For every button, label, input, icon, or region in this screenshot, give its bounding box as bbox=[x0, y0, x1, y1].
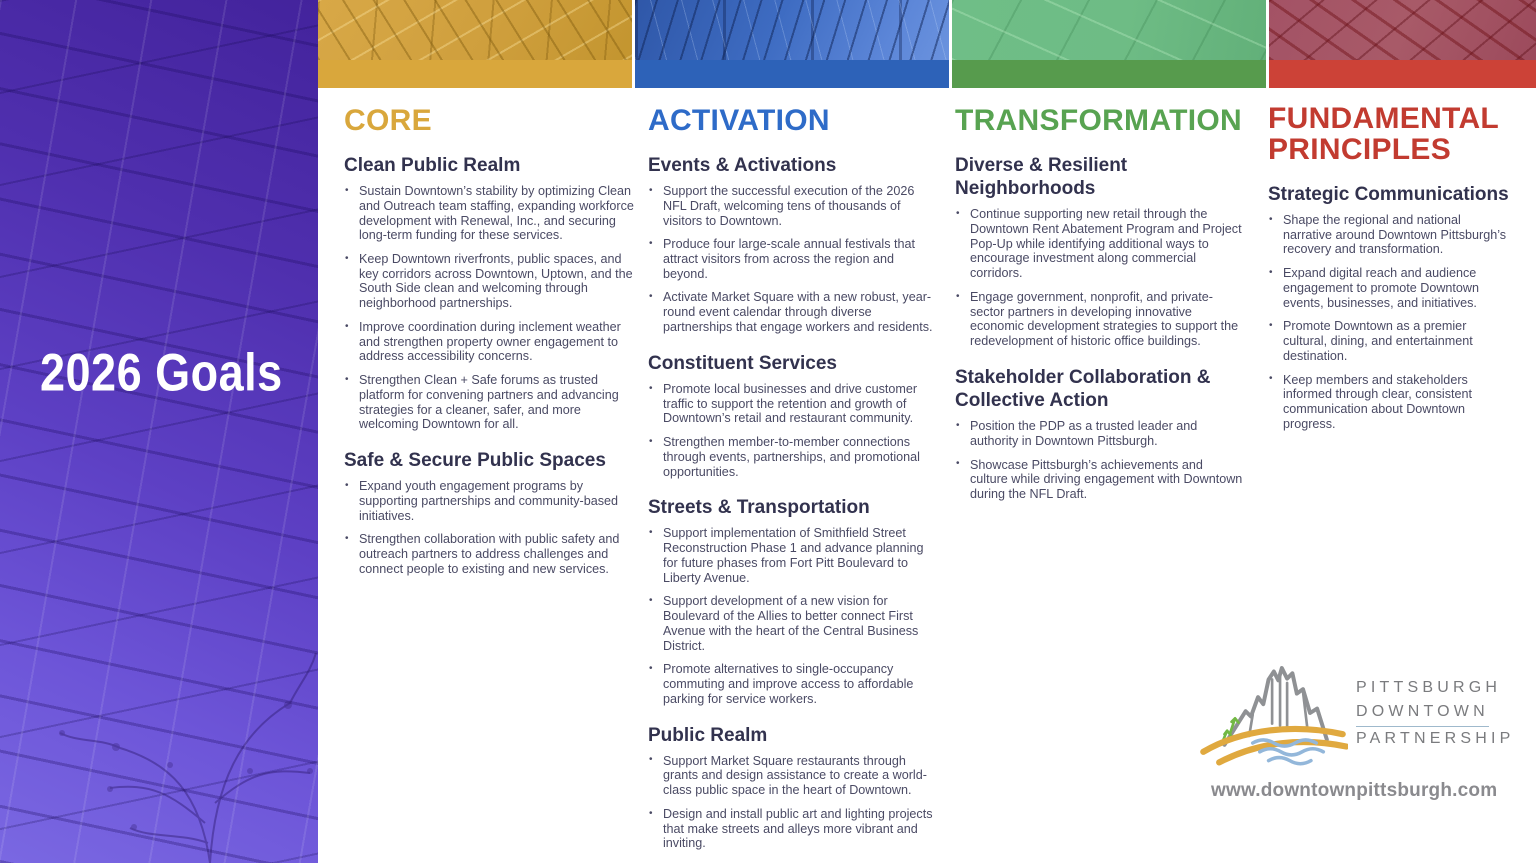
section bbox=[648, 154, 941, 335]
pdp-logo-mountain-icon bbox=[1198, 656, 1348, 770]
column-core bbox=[344, 106, 635, 586]
bullet-list bbox=[344, 479, 635, 576]
section bbox=[955, 154, 1244, 349]
column-title-transformation: TRANSFORMATION bbox=[955, 104, 1242, 137]
bullet-item: • Strengthen collaboration with public safety and outreach partners to address challenges and connect people to existing and new services. bbox=[344, 532, 635, 576]
section bbox=[1268, 183, 1510, 432]
bullet-item: • Produce four large-scale annual festivals that attract visitors from across the region and beyond. bbox=[648, 237, 941, 281]
column-title-principles: FUNDAMENTAL PRINCIPLES bbox=[1268, 102, 1499, 166]
bullet-list bbox=[648, 754, 941, 851]
section-heading: Diverse & Resilient Neighborhoods bbox=[955, 154, 1128, 200]
section-heading: Events & Activations bbox=[648, 154, 837, 176]
bullet-item: • Improve coordination during inclement weather and strengthen property owner engagement to address accessibility concerns. bbox=[344, 320, 635, 364]
section bbox=[344, 449, 635, 577]
section bbox=[955, 366, 1244, 502]
page-title: 2026 Goals bbox=[40, 342, 283, 403]
bullet-list bbox=[955, 207, 1244, 349]
column-principles bbox=[1268, 104, 1510, 441]
logo-line-pittsburgh: PITTSBURGH bbox=[1356, 678, 1502, 696]
bullet-item: • Shape the regional and national narrative around Downtown Pittsburgh’s recovery and transformation. bbox=[1268, 213, 1510, 257]
website-url: www.downtownpittsburgh.com bbox=[1211, 780, 1498, 801]
bullet-item: • Continue supporting new retail through the Downtown Rent Abatement Program and Project Pop-Up while identifying additional ways to encourage investment along commercial corridors. bbox=[955, 207, 1244, 281]
section bbox=[648, 724, 941, 852]
bullet-item: • Expand youth engagement programs by supporting partnerships and community-based initiatives. bbox=[344, 479, 635, 523]
section bbox=[648, 352, 941, 480]
section bbox=[648, 496, 941, 706]
bullet-list bbox=[1268, 213, 1510, 432]
bullet-list bbox=[344, 184, 635, 432]
section-heading: Safe & Secure Public Spaces bbox=[344, 450, 606, 472]
activation-color-bar bbox=[635, 60, 949, 88]
header-cell-activation bbox=[635, 0, 949, 88]
column-transformation bbox=[955, 106, 1244, 511]
bullet-item: • Design and install public art and lighting projects that make streets and alleys more vibrant and inviting. bbox=[648, 807, 941, 851]
bullet-item: • Strengthen Clean + Safe forums as trusted platform for convening partners and advancing strategies for a cleaner, safer, and more welcoming Downtown for all. bbox=[344, 373, 635, 432]
bullet-list bbox=[648, 526, 941, 706]
logo-line-partnership: PARTNERSHIP bbox=[1356, 729, 1515, 747]
section-heading: Streets & Transportation bbox=[648, 497, 870, 519]
header-cell-core bbox=[318, 0, 632, 88]
bullet-item: • Showcase Pittsburgh’s achievements and culture while driving engagement with Downtown during the NFL Draft. bbox=[955, 458, 1244, 502]
bullet-item: • Support implementation of Smithfield Street Reconstruction Phase 1 and advance planning for future phases from Fort Pitt Boulevard to Liberty Avenue. bbox=[648, 526, 941, 585]
bullet-item: • Expand digital reach and audience engagement to promote Downtown events, businesses, and initiatives. bbox=[1268, 266, 1510, 310]
bullet-list bbox=[648, 184, 941, 335]
bullet-item: • Promote Downtown as a premier cultural, dining, and entertainment destination. bbox=[1268, 319, 1510, 363]
bullet-item: • Keep Downtown riverfronts, public spaces, and key corridors across Downtown, Uptown, and the South Side clean and welcoming through neighborhood partnerships. bbox=[344, 252, 635, 311]
section bbox=[344, 154, 635, 432]
column-title-activation: ACTIVATION bbox=[648, 104, 830, 137]
bullet-item: • Promote local businesses and drive customer traffic to support the retention and growth of Downtown’s retail and restaurant community. bbox=[648, 382, 941, 426]
bullet-item: • Engage government, nonprofit, and private-sector partners in developing innovative economic development strategies to support the redevelopment of historic office buildings. bbox=[955, 290, 1244, 349]
bullet-item: • Activate Market Square with a new robust, year-round event calendar through diverse partnerships that engage workers and residents. bbox=[648, 290, 941, 334]
bullet-item: • Support the successful execution of the 2026 NFL Draft, welcoming tens of thousands of visitors to Downtown. bbox=[648, 184, 941, 228]
section-heading: Public Realm bbox=[648, 724, 768, 746]
bullet-item: • Promote alternatives to single-occupancy commuting and improve access to affordable parking for service workers. bbox=[648, 662, 941, 706]
pdp-logo bbox=[1198, 656, 1515, 770]
principles-photo bbox=[1269, 0, 1536, 60]
pdp-logo-wordmark bbox=[1356, 676, 1515, 751]
principles-color-bar bbox=[1269, 60, 1536, 88]
bullet-list bbox=[648, 382, 941, 479]
bullet-item: • Support Market Square restaurants through grants and design assistance to create a world-class public space in the heart of Downtown. bbox=[648, 754, 941, 798]
bullet-item: • Support development of a new vision for Boulevard of the Allies to better connect First Avenue with the heart of the Central Business District. bbox=[648, 594, 941, 653]
bullet-item: • Position the PDP as a trusted leader and authority in Downtown Pittsburgh. bbox=[955, 419, 1244, 448]
section-heading: Stakeholder Collaboration & Collective Action bbox=[955, 366, 1211, 412]
column-activation bbox=[648, 106, 941, 860]
activation-photo bbox=[635, 0, 949, 60]
transformation-color-bar bbox=[952, 60, 1266, 88]
header-cell-principles bbox=[1269, 0, 1536, 88]
header-cell-transformation bbox=[952, 0, 1266, 88]
sidebar-photo-panel bbox=[0, 0, 318, 863]
logo-line-downtown: DOWNTOWN bbox=[1356, 700, 1489, 727]
section-heading: Clean Public Realm bbox=[344, 154, 521, 176]
transformation-photo bbox=[952, 0, 1266, 60]
section-heading: Constituent Services bbox=[648, 352, 837, 374]
bullet-item: • Keep members and stakeholders informed through clear, consistent communication about Downtown progress. bbox=[1268, 373, 1510, 432]
core-photo bbox=[318, 0, 632, 60]
tree-branches-graphic bbox=[0, 533, 318, 863]
bullet-item: • Strengthen member-to-member connections through events, partnerships, and promotional opportunities. bbox=[648, 435, 941, 479]
bullet-item: • Sustain Downtown’s stability by optimizing Clean and Outreach team staffing, expanding workforce development with Renewal, Inc., and securing long-term funding for these services. bbox=[344, 184, 635, 243]
section-heading: Strategic Communications bbox=[1268, 183, 1509, 205]
core-color-bar bbox=[318, 60, 632, 88]
column-title-core: CORE bbox=[344, 104, 432, 137]
bullet-list bbox=[955, 419, 1244, 502]
header-color-strips bbox=[318, 0, 1536, 88]
